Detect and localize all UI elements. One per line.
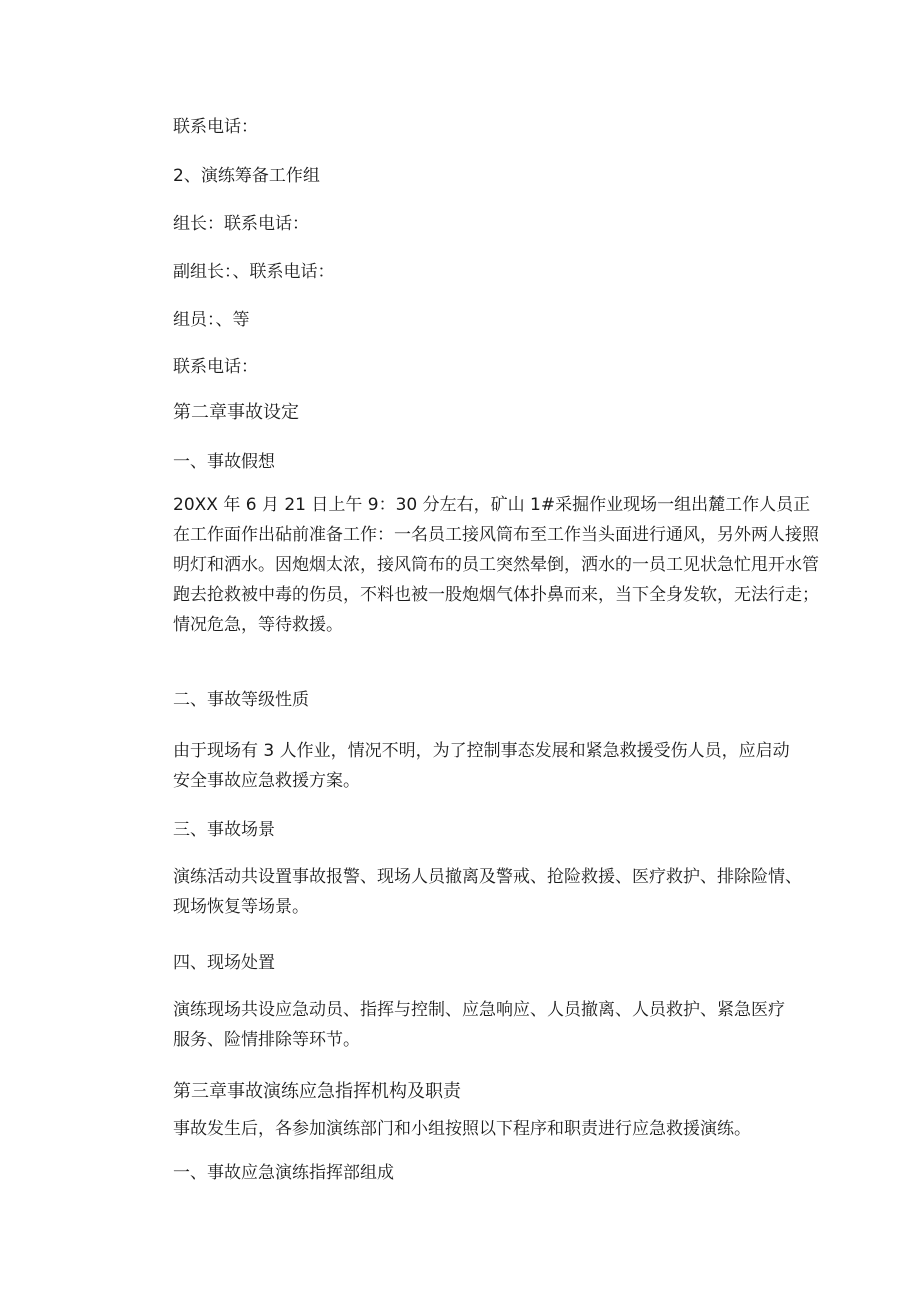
section-1-title: 一、事故假想 xyxy=(173,452,275,472)
drill-preparation-group-heading: 2、演练筹备工作组 xyxy=(173,166,320,186)
section-3-title: 三、事故场景 xyxy=(173,820,275,840)
section-1-body-line: 在工作面作出砧前准备工作：一名员工接风筒布至工作当头面进行通风，另外两人接照 xyxy=(173,525,819,545)
group-members-line: 组员：、等 xyxy=(173,310,250,330)
section-1-body xyxy=(173,490,819,640)
chapter-3-section-1-title: 一、事故应急演练指挥部组成 xyxy=(173,1163,394,1183)
group-leader-line: 组长：联系电话： xyxy=(173,214,309,234)
section-3-body xyxy=(173,862,802,922)
chapter-3-title: 第三章事故演练应急指挥机构及职责 xyxy=(173,1081,461,1102)
section-4-title: 四、现场处置 xyxy=(173,953,275,973)
section-3-body-line: 演练活动共设置事故报警、现场人员撤离及警戒、抢险救援、医疗救护、排除险情、 xyxy=(173,867,802,887)
section-1-body-line: 跑去抢救被中毒的伤员，不料也被一股炮烟气体扑鼻而来，当下全身发软，无法行走； xyxy=(173,585,819,605)
section-2-body-line: 由于现场有 3 人作业，情况不明，为了控制事态发展和紧急救援受伤人员，应启动 xyxy=(173,741,790,761)
section-3-body-line: 现场恢复等场景。 xyxy=(173,897,309,917)
section-4-body xyxy=(173,995,799,1055)
deputy-leader-line: 副组长：、联系电话： xyxy=(173,262,335,282)
contact-phone-label-2: 联系电话： xyxy=(173,357,258,377)
section-4-body-line: 演练现场共设应急动员、指挥与控制、应急响应、人员撤离、人员救护、紧急医疗 xyxy=(173,1000,785,1020)
section-1-body-line: 20XX 年 6 月 21 日上午 9：30 分左右，矿山 1#采掘作业现场一组出麓工作人员正 xyxy=(173,495,811,515)
section-1-body-line: 明灯和洒水。因炮烟太浓，接风筒布的员工突然晕倒，洒水的一员工见状急忙甩开水管 xyxy=(173,555,819,575)
section-2-body-line: 安全事故应急救援方案。 xyxy=(173,771,360,791)
section-2-body xyxy=(173,736,799,796)
contact-phone-label-1: 联系电话： xyxy=(173,117,258,137)
section-1-body-line: 情况危急，等待救援。 xyxy=(173,615,343,635)
section-2-title: 二、事故等级性质 xyxy=(173,690,309,710)
section-4-body-line: 服务、险情排除等环节。 xyxy=(173,1030,360,1050)
chapter-3-intro: 事故发生后，各参加演练部门和小组按照以下程序和职责进行应急救援演练。 xyxy=(173,1119,751,1139)
chapter-2-title: 第二章事故设定 xyxy=(173,402,299,423)
